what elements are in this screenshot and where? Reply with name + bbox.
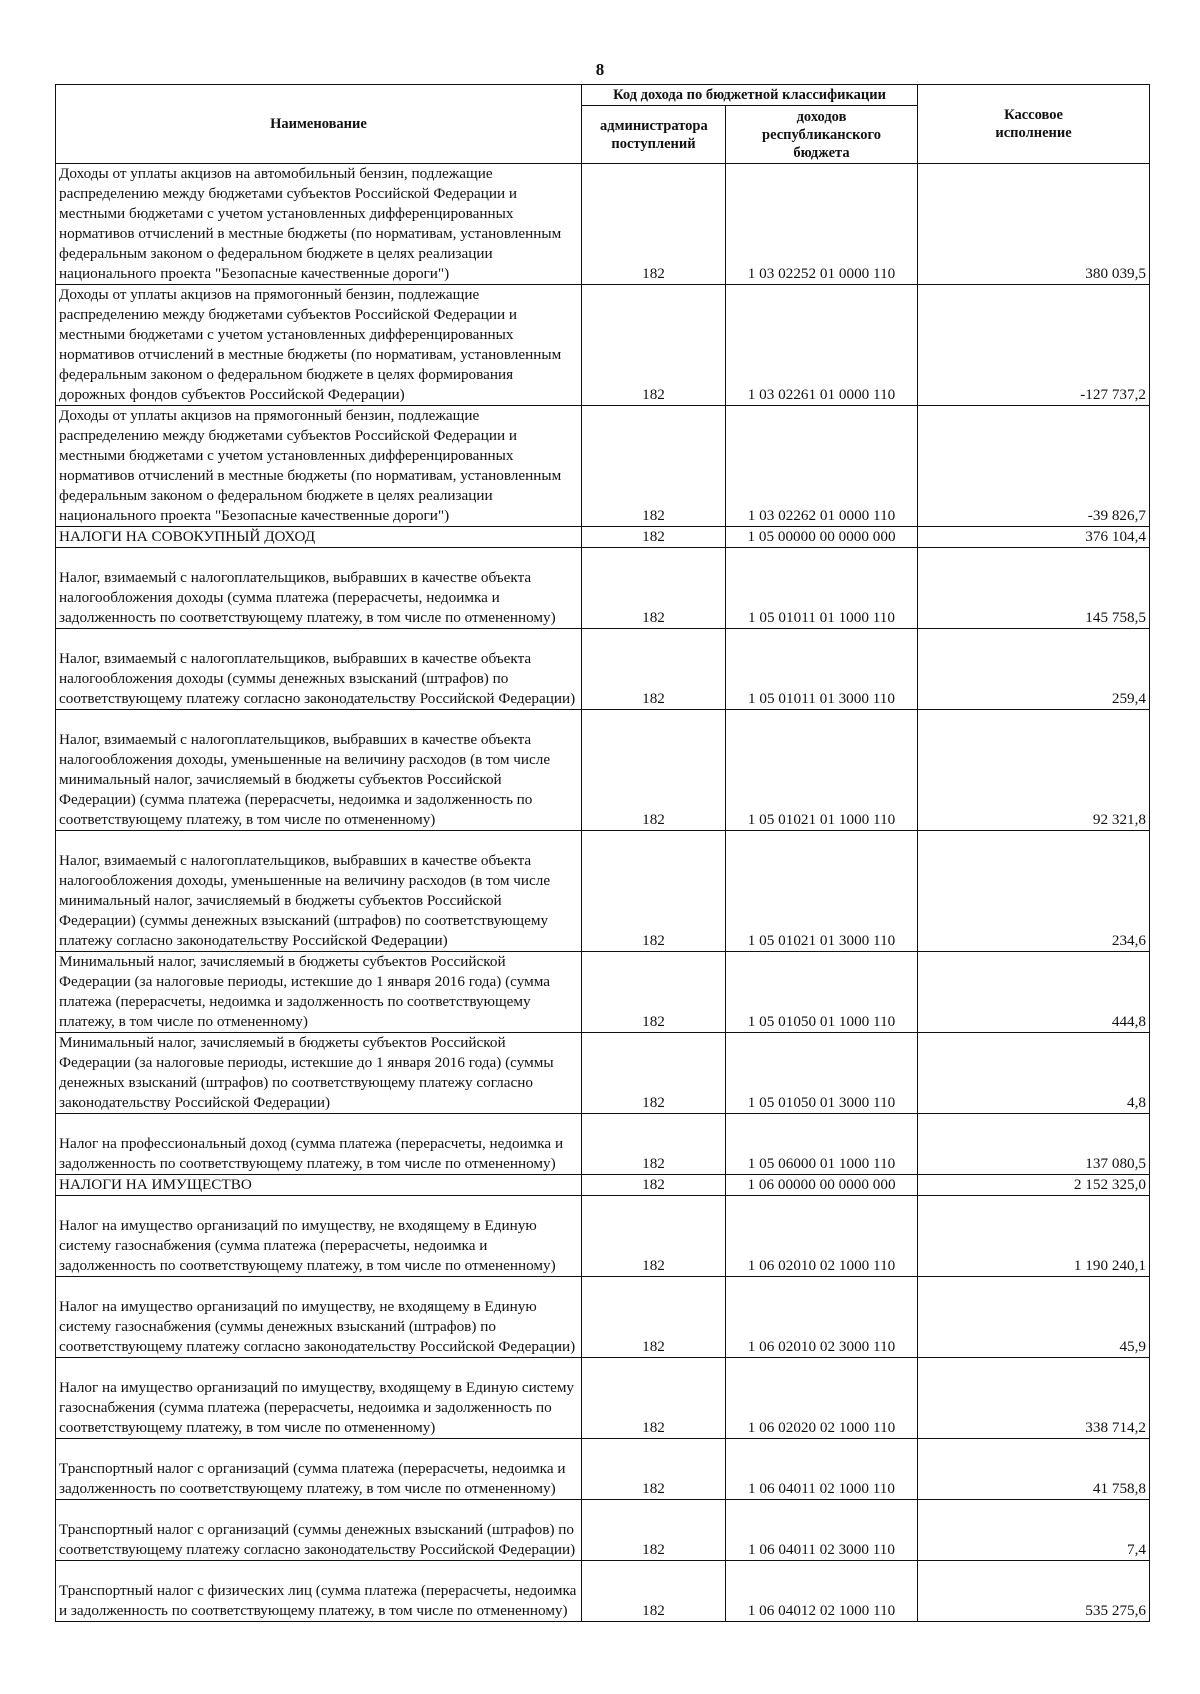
row-admin-code: 182 xyxy=(582,548,726,629)
table-row xyxy=(56,406,1150,527)
row-amount: -127 737,2 xyxy=(918,285,1150,406)
row-admin-code: 182 xyxy=(582,629,726,710)
row-amount: 145 758,5 xyxy=(918,548,1150,629)
row-name: Налог на имущество организаций по имуществу, входящему в Единую систему газоснабжения (сумма платежа (перерасчеты, недоимка и задолженность по соответствующему платежу, в том числе по отмененному) xyxy=(56,1358,582,1439)
row-admin-code: 182 xyxy=(582,1033,726,1114)
row-admin-code: 182 xyxy=(582,285,726,406)
row-revenue-code: 1 06 04011 02 3000 110 xyxy=(726,1500,918,1561)
row-name: Налог, взимаемый с налогоплательщиков, выбравших в качестве объекта налогообложения доходы, уменьшенные на величину расходов (в том числе минимальный налог, зачисляемый в бюджеты субъектов Российской Федерации) (суммы денежных взысканий (штрафов) по соответствующему платежу согласно законодательству Российской Федерации) xyxy=(56,831,582,952)
row-admin-code: 182 xyxy=(582,952,726,1033)
row-amount: 45,9 xyxy=(918,1277,1150,1358)
row-revenue-code: 1 03 02261 01 0000 110 xyxy=(726,285,918,406)
row-amount: 41 758,8 xyxy=(918,1439,1150,1500)
row-revenue-code: 1 06 02010 02 1000 110 xyxy=(726,1196,918,1277)
row-admin-code: 182 xyxy=(582,710,726,831)
row-name: Налог на имущество организаций по имуществу, не входящему в Единую систему газоснабжения (суммы денежных взысканий (штрафов) по соответствующему платежу согласно законодательству Российской Федерации) xyxy=(56,1277,582,1358)
row-name: Минимальный налог, зачисляемый в бюджеты субъектов Российской Федерации (за налоговые периоды, истекшие до 1 января 2016 года) (суммы денежных взысканий (штрафов) по соответствующему платежу согласно законодательству Российской Федерации) xyxy=(56,1033,582,1114)
row-amount: 444,8 xyxy=(918,952,1150,1033)
table-row xyxy=(56,1196,1150,1277)
row-name: Налог, взимаемый с налогоплательщиков, выбравших в качестве объекта налогообложения доходы (сумма платежа (перерасчеты, недоимка и задолженность по соответствующему платежу, в том числе по отмененному) xyxy=(56,548,582,629)
row-revenue-code: 1 06 04012 02 1000 110 xyxy=(726,1561,918,1622)
row-admin-code: 182 xyxy=(582,164,726,285)
row-amount: 4,8 xyxy=(918,1033,1150,1114)
row-revenue-code: 1 05 06000 01 1000 110 xyxy=(726,1114,918,1175)
row-name: Налог на профессиональный доход (сумма платежа (перерасчеты, недоимка и задолженность по соответствующему платежу, в том числе по отмененному) xyxy=(56,1114,582,1175)
header-revenue: доходов республиканского бюджета xyxy=(726,106,918,164)
row-amount: -39 826,7 xyxy=(918,406,1150,527)
row-revenue-code: 1 05 01021 01 1000 110 xyxy=(726,710,918,831)
table-row xyxy=(56,629,1150,710)
row-amount: 380 039,5 xyxy=(918,164,1150,285)
row-amount: 7,4 xyxy=(918,1500,1150,1561)
row-revenue-code: 1 05 00000 00 0000 000 xyxy=(726,527,918,548)
row-admin-code: 182 xyxy=(582,1561,726,1622)
row-admin-code: 182 xyxy=(582,831,726,952)
row-name: НАЛОГИ НА СОВОКУПНЫЙ ДОХОД xyxy=(56,527,582,548)
table-header xyxy=(56,85,1150,164)
row-name: Налог на имущество организаций по имуществу, не входящему в Единую систему газоснабжения (сумма платежа (перерасчеты, недоимка и задолженность по соответствующему платежу, в том числе по отмененному) xyxy=(56,1196,582,1277)
row-revenue-code: 1 03 02252 01 0000 110 xyxy=(726,164,918,285)
row-admin-code: 182 xyxy=(582,1500,726,1561)
row-amount: 259,4 xyxy=(918,629,1150,710)
row-amount: 2 152 325,0 xyxy=(918,1175,1150,1196)
row-admin-code: 182 xyxy=(582,1114,726,1175)
table-row xyxy=(56,1358,1150,1439)
row-revenue-code: 1 05 01021 01 3000 110 xyxy=(726,831,918,952)
row-revenue-code: 1 05 01050 01 1000 110 xyxy=(726,952,918,1033)
table-row xyxy=(56,1439,1150,1500)
row-admin-code: 182 xyxy=(582,527,726,548)
table-row xyxy=(56,1277,1150,1358)
row-amount: 376 104,4 xyxy=(918,527,1150,548)
row-revenue-code: 1 05 01011 01 1000 110 xyxy=(726,548,918,629)
row-admin-code: 182 xyxy=(582,1175,726,1196)
row-admin-code: 182 xyxy=(582,1196,726,1277)
row-amount: 92 321,8 xyxy=(918,710,1150,831)
row-name: Транспортный налог с физических лиц (сумма платежа (перерасчеты, недоимка и задолженность по соответствующему платежу, в том числе по отмененному) xyxy=(56,1561,582,1622)
row-name: Налог, взимаемый с налогоплательщиков, выбравших в качестве объекта налогообложения доходы, уменьшенные на величину расходов (в том числе минимальный налог, зачисляемый в бюджеты субъектов Российской Федерации) (сумма платежа (перерасчеты, недоимка и задолженность по соответствующему платежу, в том числе по отмененному) xyxy=(56,710,582,831)
row-admin-code: 182 xyxy=(582,1358,726,1439)
row-revenue-code: 1 06 00000 00 0000 000 xyxy=(726,1175,918,1196)
header-name: Наименование xyxy=(56,85,582,164)
row-name: НАЛОГИ НА ИМУЩЕСТВО xyxy=(56,1175,582,1196)
table-row xyxy=(56,527,1150,548)
budget-table xyxy=(55,84,1150,1622)
row-name: Налог, взимаемый с налогоплательщиков, выбравших в качестве объекта налогообложения доходы (суммы денежных взысканий (штрафов) по соответствующему платежу согласно законодательству Российской Федерации) xyxy=(56,629,582,710)
row-revenue-code: 1 06 02020 02 1000 110 xyxy=(726,1358,918,1439)
header-code-group: Код дохода по бюджетной классификации xyxy=(582,85,918,106)
table-row xyxy=(56,831,1150,952)
table-row xyxy=(56,1033,1150,1114)
table-row xyxy=(56,1500,1150,1561)
row-revenue-code: 1 03 02262 01 0000 110 xyxy=(726,406,918,527)
row-revenue-code: 1 06 02010 02 3000 110 xyxy=(726,1277,918,1358)
row-amount: 338 714,2 xyxy=(918,1358,1150,1439)
row-amount: 535 275,6 xyxy=(918,1561,1150,1622)
row-revenue-code: 1 05 01011 01 3000 110 xyxy=(726,629,918,710)
table-row xyxy=(56,1175,1150,1196)
page-number: 8 xyxy=(595,60,605,79)
header-admin: администратора поступлений xyxy=(582,106,726,164)
table-row xyxy=(56,952,1150,1033)
row-amount: 234,6 xyxy=(918,831,1150,952)
table-body xyxy=(56,164,1150,1622)
header-amount: Кассовое исполнение xyxy=(918,85,1150,164)
row-name: Транспортный налог с организаций (сумма платежа (перерасчеты, недоимка и задолженность по соответствующему платежу, в том числе по отмененному) xyxy=(56,1439,582,1500)
row-amount: 137 080,5 xyxy=(918,1114,1150,1175)
row-amount: 1 190 240,1 xyxy=(918,1196,1150,1277)
row-name: Доходы от уплаты акцизов на автомобильный бензин, подлежащие распределению между бюджетами субъектов Российской Федерации и местными бюджетами с учетом установленных дифференцированных нормативов отчислений в местные бюджеты (по нормативам, установленным федеральным законом о федеральном бюджете в целях реализации национального проекта "Безопасные качественные дороги") xyxy=(56,164,582,285)
row-admin-code: 182 xyxy=(582,406,726,527)
row-name: Транспортный налог с организаций (суммы денежных взысканий (штрафов) по соответствующему платежу согласно законодательству Российской Федерации) xyxy=(56,1500,582,1561)
row-name: Минимальный налог, зачисляемый в бюджеты субъектов Российской Федерации (за налоговые периоды, истекшие до 1 января 2016 года) (сумма платежа (перерасчеты, недоимка и задолженность по соответствующему платежу, в том числе по отмененному) xyxy=(56,952,582,1033)
row-revenue-code: 1 06 04011 02 1000 110 xyxy=(726,1439,918,1500)
table-row xyxy=(56,1114,1150,1175)
table-row xyxy=(56,164,1150,285)
row-name: Доходы от уплаты акцизов на прямогонный бензин, подлежащие распределению между бюджетами субъектов Российской Федерации и местными бюджетами с учетом установленных дифференцированных нормативов отчислений в местные бюджеты (по нормативам, установленным федеральным законом о федеральном бюджете в целях реализации национального проекта "Безопасные качественные дороги") xyxy=(56,406,582,527)
table-row xyxy=(56,1561,1150,1622)
table-row xyxy=(56,285,1150,406)
row-admin-code: 182 xyxy=(582,1439,726,1500)
row-admin-code: 182 xyxy=(582,1277,726,1358)
table-row xyxy=(56,548,1150,629)
row-revenue-code: 1 05 01050 01 3000 110 xyxy=(726,1033,918,1114)
table-row xyxy=(56,710,1150,831)
row-name: Доходы от уплаты акцизов на прямогонный бензин, подлежащие распределению между бюджетами субъектов Российской Федерации и местными бюджетами с учетом установленных дифференцированных нормативов отчислений в местные бюджеты (по нормативам, установленным федеральным законом о федеральном бюджете в целях формирования дорожных фондов субъектов Российской Федерации) xyxy=(56,285,582,406)
